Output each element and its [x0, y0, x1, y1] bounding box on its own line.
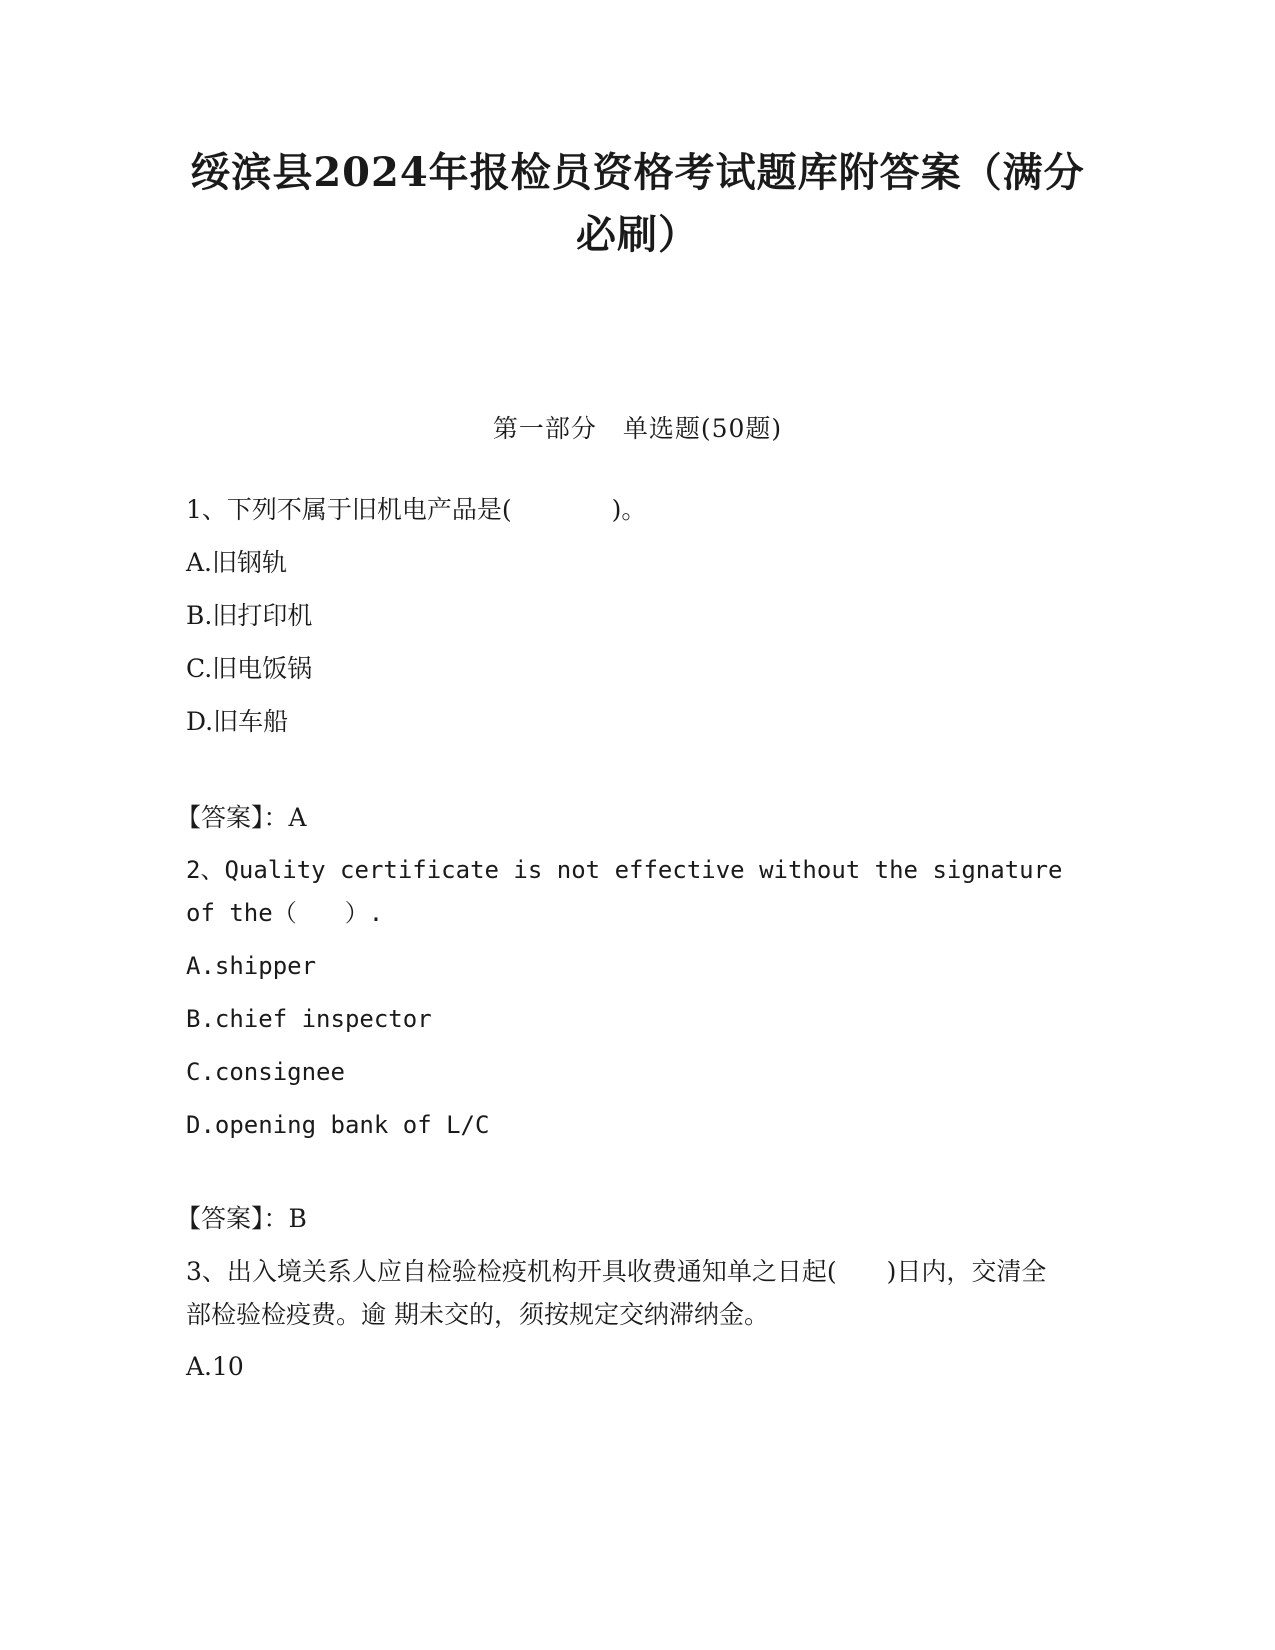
answer: 【答案】：B	[176, 1204, 307, 1233]
option-c: C.consignee	[186, 1058, 345, 1086]
option-b: B.chief inspector	[186, 1005, 432, 1033]
question-stem: 1、下列不属于旧机电产品是( )。	[186, 495, 647, 524]
option-a: A.旧钢轨	[186, 548, 288, 577]
option-a: A.10	[186, 1352, 244, 1381]
option-c: C.旧电饭锅	[186, 654, 313, 683]
section-heading: 第一部分 单选题(50题)	[492, 414, 783, 443]
question-stem: 3、出入境关系人应自检验检疫机构开具收费通知单之日起( )日内，交清全部检验检疫费。逾 期未交的，须按规定交纳滞纳金。	[186, 1257, 1047, 1329]
question-stem: 2、Quality certificate is not effective without the signature of the（ ）.	[186, 856, 1077, 927]
option-a: A.shipper	[186, 952, 317, 980]
option-d: D.旧车船	[186, 707, 289, 736]
answer: 【答案】：A	[176, 803, 307, 832]
option-b: B.旧打印机	[186, 601, 313, 630]
option-d: D.opening bank of L/C	[186, 1111, 490, 1139]
document-title: 绥滨县2024年报检员资格考试题库附答案（满分必刷）	[190, 149, 1085, 258]
